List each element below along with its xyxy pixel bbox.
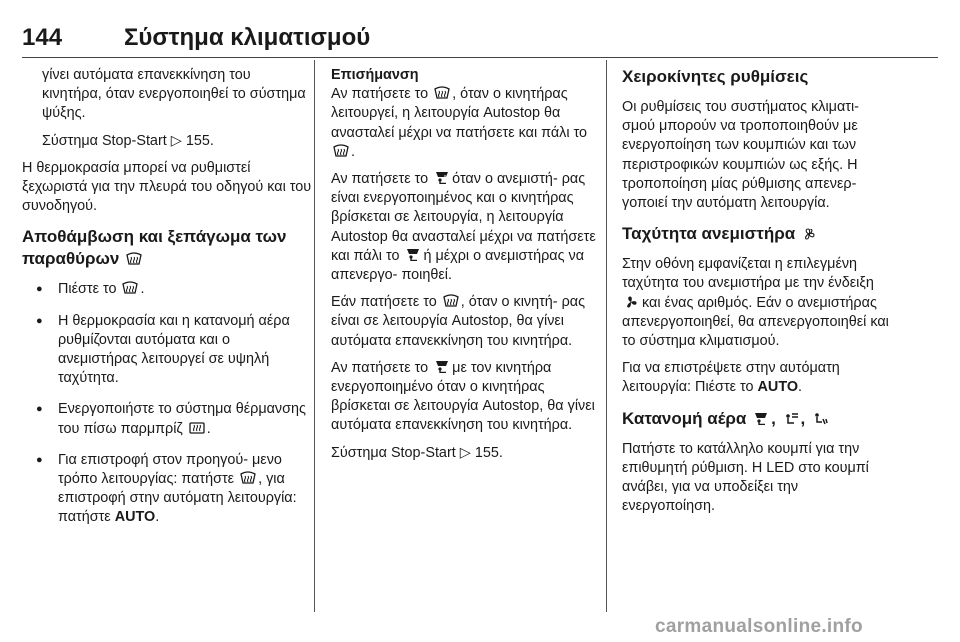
paragraph: γίνει αυτόματα επανεκκίνηση του κινητήρα, όταν ενεργοποιηθεί το σύστημα ψύξης. <box>42 67 306 122</box>
windscreen-defrost-icon <box>434 86 450 99</box>
section-heading: Κατανομή αέρα , , <box>622 408 890 430</box>
watermark: carmanualsonline.info <box>655 616 863 637</box>
note-title: Επισήμανση <box>331 67 419 83</box>
section-heading: Χειροκίνητες ρυθμίσεις <box>622 67 809 86</box>
section-heading: Ταχύτητα ανεμιστήρα <box>622 223 890 245</box>
air-to-windscreen-icon <box>434 360 450 373</box>
windscreen-defrost-icon <box>333 144 349 157</box>
windscreen-defrost-icon <box>443 294 459 307</box>
ref-arrow-icon: ▷ <box>459 444 471 461</box>
paragraph: Αν πατήσετε το με τον κινητήρα ενεργοποιημένο όταν ο κινητήρας βρίσκεται σε λειτουργία Autostop, θα γίνει αυτόματα επανεκκίνηση του κινητήρα. <box>331 359 595 434</box>
cross-reference: Σύστημα Stop-Start ▷ 155. <box>42 132 214 149</box>
auto-label: AUTO <box>757 379 799 396</box>
cross-reference: Σύστημα Stop-Start ▷ 155. <box>331 444 503 461</box>
list-item: ● Η θερμοκρασία και η κατανομή αέρα ρυθμίζονται αυτόματα και ο ανεμιστήρας λειτουργεί σε υψηλή ταχύτητα. <box>22 312 312 389</box>
windscreen-defrost-icon <box>122 281 138 294</box>
paragraph: Στην οθόνη εμφανίζεται η επιλεγμένη ταχύτητα του ανεμιστήρα με την ένδειξη και ένας αριθμός. Εάν ο ανεμιστήρας απενεργοποιηθεί, θα απενεργοποιηθεί και το σύστημα κλιματισμού. <box>622 256 889 350</box>
paragraph: Για να επιστρέψετε στην αυτόματη λειτουργία: Πιέστε το AUTO. <box>622 360 840 396</box>
section-heading: Αποθάμβωση και ξεπάγωμα των παραθύρων <box>22 227 287 269</box>
auto-label: AUTO <box>114 509 156 526</box>
air-to-windscreen-icon <box>434 171 450 184</box>
windscreen-defrost-icon <box>126 252 142 265</box>
paragraph: Οι ρυθμίσεις του συστήματος κλιματι- σμού μπορούν να τροποποιηθούν με ενεργοποίηση των κουμπιών και των περιστροφικών κουμπιών ως εξής. Η τροποποίηση μίας ρύθμισης απενερ- γοποιεί την αυτόματη λειτουργία. <box>622 99 859 212</box>
bullet-list <box>22 280 312 527</box>
column-divider <box>606 60 607 612</box>
page-header <box>0 0 960 60</box>
page-number: 144 <box>22 24 63 51</box>
paragraph: Εάν πατήσετε το , όταν ο κινητή- ρας είναι σε λειτουργία Autostop, θα γίνει αυτόματα επανεκκίνηση του κινητήρα. <box>331 294 586 349</box>
windscreen-defrost-icon <box>240 471 256 484</box>
header-rule <box>22 57 938 58</box>
list-item: ● Για επιστροφή στον προηγού- μενο τρόπο λειτουργίας: πατήστε , για επιστροφή στην αυτόματη λειτουργία: πατήστε AUTO. <box>22 451 312 528</box>
fan-icon <box>802 227 818 240</box>
air-to-feet-icon <box>812 412 828 425</box>
page-title: Σύστημα κλιματισμού <box>124 24 371 51</box>
fan-solid-icon <box>624 295 640 308</box>
note-block <box>331 66 599 436</box>
ref-arrow-icon: ▷ <box>170 132 182 149</box>
column-2 <box>331 66 599 471</box>
column-divider <box>314 60 315 612</box>
paragraph: Η θερμοκρασία μπορεί να ρυθμιστεί ξεχωριστά για την πλευρά του οδηγού και του συνοδηγού. <box>22 159 312 215</box>
rear-window-heater-icon <box>189 421 205 434</box>
list-item: ● Πιέστε το . <box>22 280 312 299</box>
paragraph: Πατήστε το κατάλληλο κουμπί για την επιθυμητή ρύθμιση. Η LED στο κουμπί ανάβει, για να υποδείξει την ενεργοποίηση. <box>622 440 869 515</box>
air-to-windscreen-icon <box>405 248 421 261</box>
air-to-windscreen-icon <box>753 412 769 425</box>
paragraph: Αν πατήσετε το όταν ο ανεμιστή- ρας είναι ενεργοποιημένος και ο κινητήρας βρίσκεται σε λειτουργία, η λειτουργία Autostop θα ανασταλεί μέχρι να πατήσετε και πάλι το ή μέχρι ο ανεμιστήρας να απενεργο- ποιηθεί. <box>331 171 596 284</box>
air-to-face-icon <box>783 412 799 425</box>
column-1 <box>22 66 312 540</box>
paragraph: Αν πατήσετε το , όταν ο κινητήρας λειτουργεί, η λειτουργία Autostop θα ανασταλεί μέχρι να πατήσετε και πάλι το . <box>331 86 588 160</box>
column-3 <box>622 66 890 524</box>
list-item: ● Ενεργοποιήστε το σύστημα θέρμανσης του πίσω παρμπρίζ . <box>22 400 312 438</box>
